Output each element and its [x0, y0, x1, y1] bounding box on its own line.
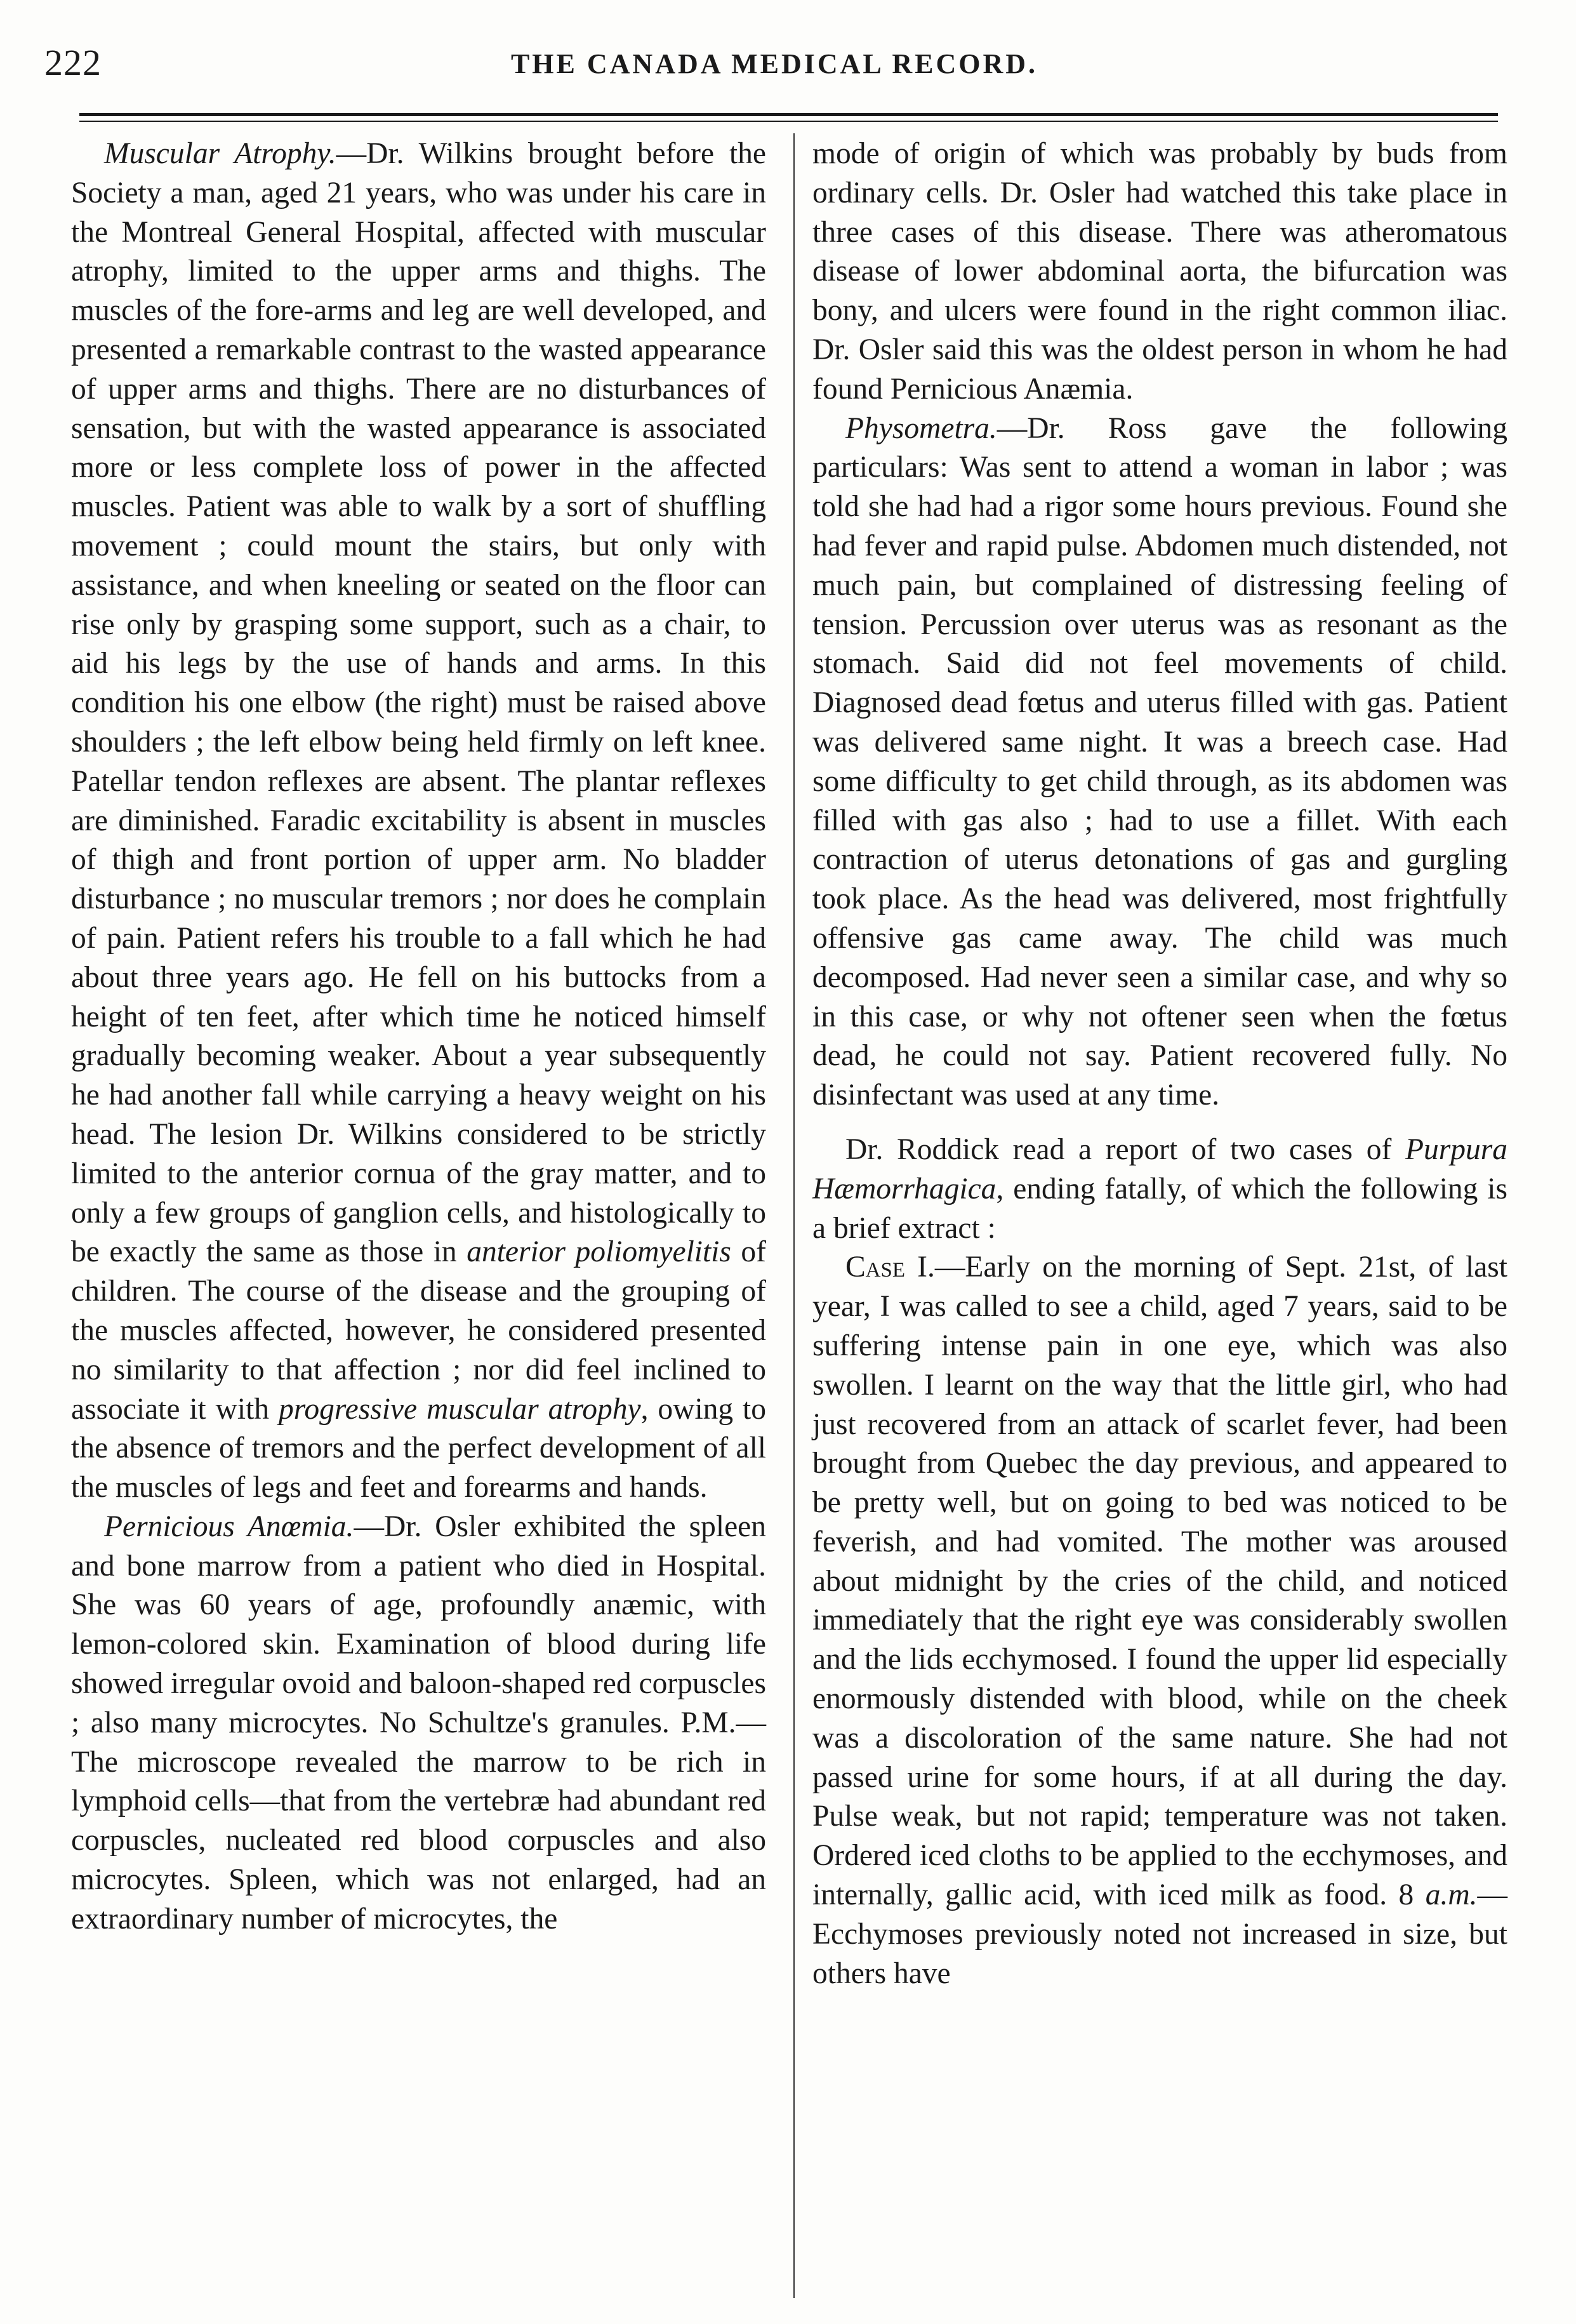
heading-dash: —: [354, 1510, 384, 1543]
paragraph-muscular-atrophy: [71, 135, 766, 1508]
header-rule-thick: [79, 113, 1498, 116]
section-heading-physometra: Physometra.: [845, 411, 997, 445]
italic-term: anterior poliomyelitis: [467, 1235, 731, 1269]
section-heading-pernicious-anaemia: Pernicious Anœmia.: [104, 1510, 354, 1543]
heading-dash: —: [934, 1251, 965, 1284]
paragraph-pernicious-anaemia: [71, 1508, 766, 1939]
italic-term: a.m.: [1425, 1878, 1478, 1912]
column-divider: [793, 133, 795, 2298]
header-rule-thin: [79, 121, 1498, 122]
paragraph-roddick-report: [812, 1131, 1507, 1248]
case-label: Case I.: [845, 1251, 935, 1284]
italic-term: Purpura Hæmorrhagica: [812, 1132, 1507, 1205]
paragraph-text: Dr. Osler exhibited the spleen and bone marrow from a patient who died in Hospital. She was 60 years of age, profoundly anæmic, with lemon-colored skin. Examination of blood during life showed irregular ovoid and baloon-shaped red corpuscles ; also many microcytes. No Schultze's granules. P.M.—The microscope revealed the marrow to be rich in lymphoid cells—that from the vertebræ had abundant red corpuscles, nucleated red blood corpuscles and also microcytes. Spleen, which was not enlarged, had an extraordinary number of microcytes, the: [71, 1510, 766, 1936]
paragraph-text: , ending fatally, of which the following is a brief extract :: [812, 1172, 1507, 1245]
paragraph-text: Dr. Wilkins brought before the Society a man, aged 21 years, who was under his care in the Montreal General Hospital, affected with muscular atrophy, limited to the upper arms and thighs. The muscles of the fore-arms and leg are well developed, and presented a remarkable contrast to the wasted appearance of upper arms and thighs. There are no disturbances of sensation, but with the wasted appearance is associated more or less complete loss of power in the affected muscles. Patient was able to walk by a sort of shuffling movement ; could mount the stairs, but only with assistance, and when kneeling or seated on the floor can rise only by grasping some support, such as a chair, to aid his legs by the use of hands and arms. In this condition his one elbow (the right) must be raised above shoulders ; the left elbow being held firmly on left knee. Patellar tendon reflexes are absent. The plantar reflexes are diminished. Faradic excitability is absent in muscles of thigh and front portion of upper arm. No bladder disturbance ; no muscular tremors ; nor does he complain of pain. Patient refers his trouble to a fall which he had about three years ago. He fell on his buttocks from a height of ten feet, after which time he noticed himself gradually becoming weaker. About a year subsequently he had another fall while carrying a heavy weight on his head. The lesion Dr. Wilkins considered to be strictly limited to the anterior cornua of the gray matter, and to only a few groups of ganglion cells, and histologically to be exactly the same as those in: [71, 137, 767, 1269]
heading-dash: —: [336, 137, 367, 170]
italic-term: progressive muscular atrophy: [278, 1392, 641, 1426]
left-column: [71, 135, 766, 1939]
paragraph-text: , owing to the absence of tremors and the perfect development of all the muscles of legs and feet and forearms and hands.: [71, 1392, 767, 1504]
paragraph-continuation: mode of origin of which was probably by buds from ordinary cells. Dr. Osler had watched this take place in three cases of this disease. There was atheromatous disease of lower abdominal aorta, the bifurcation was bony, and ulcers were found in the right common iliac. Dr. Osler said this was the oldest person in whom he had found Pernicious Anæmia.: [812, 137, 1507, 406]
paragraph-text: Early on the morning of Sept. 21st, of last year, I was called to see a child, aged 7 years, said to be suffering intense pain in one eye, which was also swollen. I learnt on the way that the little girl, who had just recovered from an attack of scarlet fever, had been brought from Quebec the day previous, and appeared to be pretty well, but on going to bed was noticed to be feverish, and had vomited. The mother was aroused about midnight by the cries of the child, and noticed immediately that the right eye was considerably swollen and the lids ecchymosed. I found the upper lid especially enormously distended with blood, while on the cheek was a discoloration of the same nature. She had not passed urine for some hours, if at all during the day. Pulse weak, but not rapid; temperature was not taken. Ordered iced cloths to be applied to the ecchymoses, and internally, gallic acid, with iced milk as food. 8: [812, 1251, 1507, 1912]
paragraph-text: — Ecchymoses previously noted not increased in size, but others have: [812, 1878, 1507, 1990]
paragraph-text: Dr. Roddick read a report of two cases of: [845, 1132, 1405, 1166]
page-header: [44, 35, 1504, 92]
paragraph-case-1: [812, 1248, 1507, 1993]
page-number: 222: [44, 42, 102, 83]
journal-title: THE CANADA MEDICAL RECORD.: [510, 48, 1038, 79]
paragraph-physometra: [812, 409, 1507, 1115]
right-column: [812, 135, 1507, 1993]
paragraph-text: of children. The course of the disease and the grouping of the muscles affected, however, he considered presented no similarity to that affection ; nor did feel inclined to associate it with: [71, 1235, 766, 1426]
heading-dash: —: [997, 411, 1028, 445]
paragraph-text: Dr. Ross gave the following particulars: Was sent to attend a woman in labor ; was told she had had a rigor some hours previous. Found she had fever and rapid pulse. Abdomen much distended, not much pain, but complained of distressing feeling of tension. Percussion over uterus was as resonant as the stomach. Said did not feel movements of child. Diagnosed dead fœtus and uterus filled with gas. Patient was delivered same night. It was a breech case. Had some difficulty to get child through, as its abdomen was filled with gas also ; had to use a fillet. With each contraction of uterus detonations of gas and gurgling took place. As the head was delivered, most frightfully offensive gas came away. The child was much decomposed. Had never seen a similar case, and why so in this case, or why not oftener seen when the fœtus dead, he could not say. Patient recovered fully. No disinfectant was used at any time.: [812, 411, 1507, 1112]
section-heading-muscular-atrophy: Muscular Atrophy.: [104, 137, 336, 170]
